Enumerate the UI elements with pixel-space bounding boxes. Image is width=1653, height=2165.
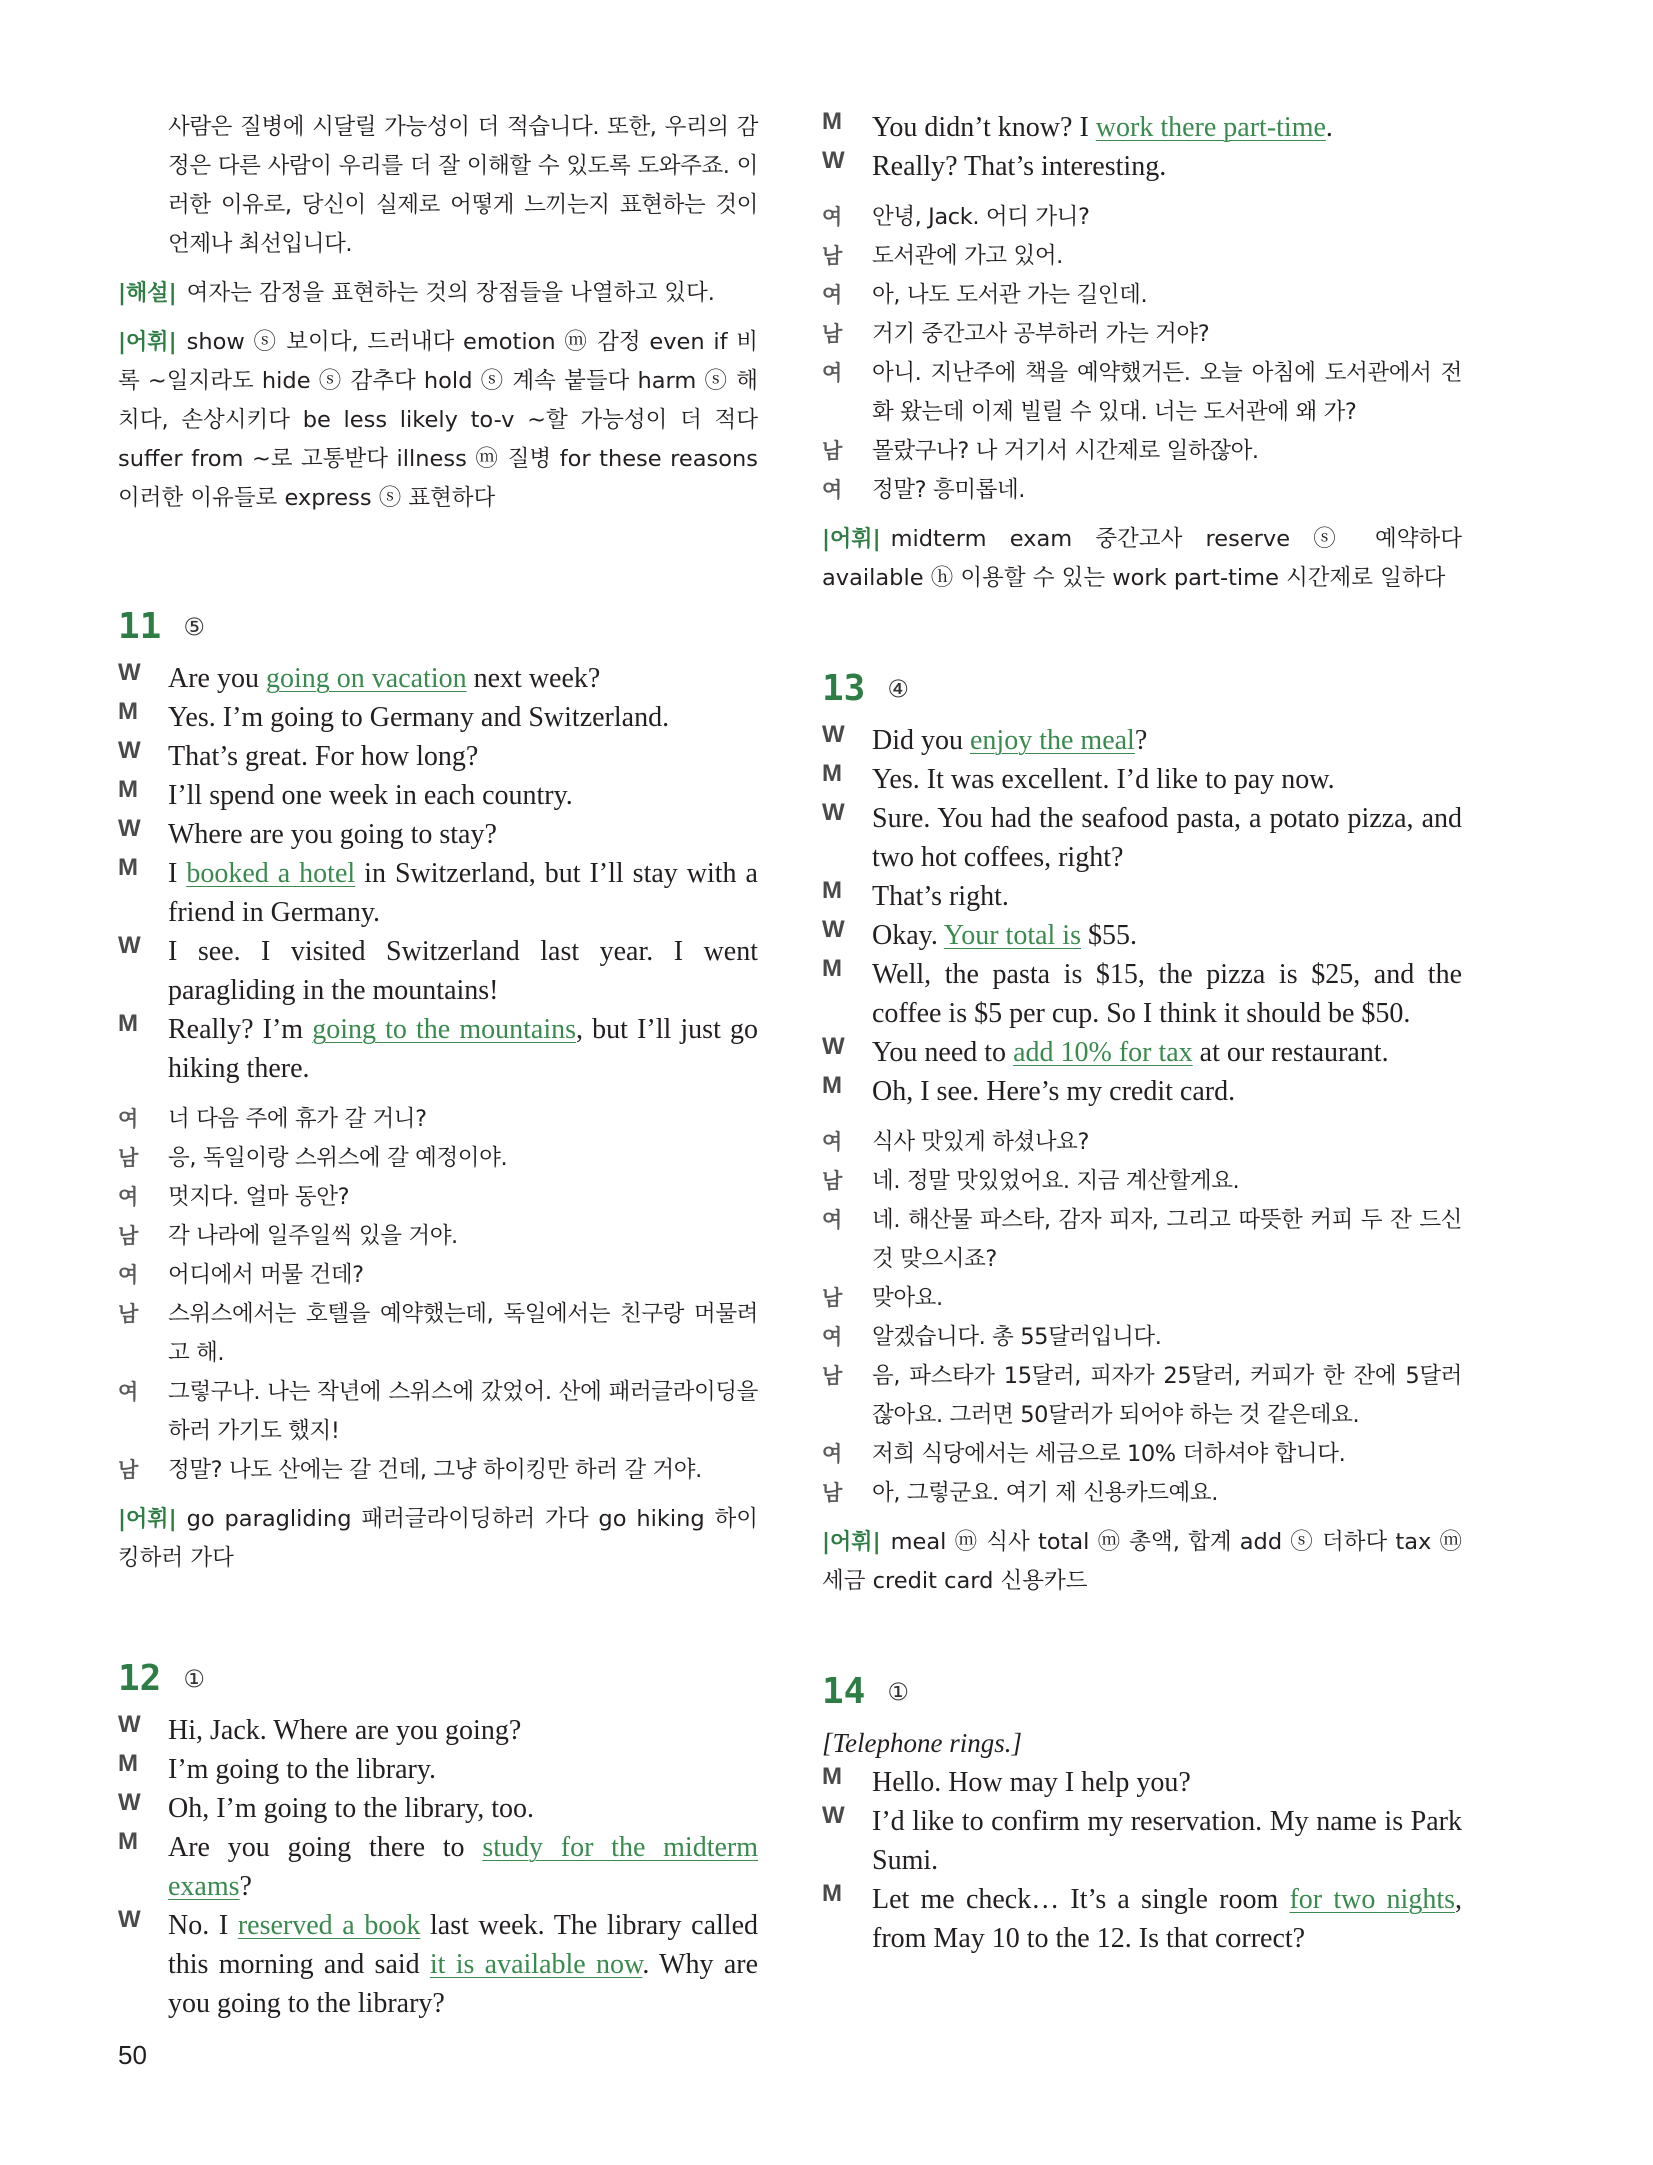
speaker: W [118,737,141,764]
translation-line: 여 어디에서 머물 건데? [118,1262,364,1288]
dialogue-line: W I see. I visited Switzerland last year. I went paragliding in the mountains! [118,932,758,1010]
dialogue-line: W That’s great. For how long? [118,737,758,776]
right-column [822,108,1462,1958]
dialogue-line: W No. I reserved a book last week. The library called this morning and said it is available now. Why are you going to the library? [118,1906,758,2023]
explanation-tag: |해설| [118,281,177,306]
explanation [118,274,758,313]
question-13-header [822,668,1462,709]
dialogue-line: M Yes. I’m going to Germany and Switzerland. [118,698,758,737]
q14-dialogue [822,1724,1462,1958]
q12-dialogue-continued [822,108,1462,186]
key-phrase: going to the mountains [312,1014,577,1045]
translation-line: 남 도서관에 가고 있어. [822,243,1063,269]
q13-vocab [822,1523,1462,1601]
vocab-text: midterm exam 중간고사 reserve ⓢ 예약하다 available ⓗ 이용할 수 있는 work part-time 시간제로 일하다 [822,526,1462,591]
q12-translation [822,198,1462,510]
question-answer: ① [183,1664,205,1693]
vocab-tag: |어휘| [822,527,881,552]
dialogue-line: W I’d like to confirm my reservation. My name is Park Sumi. [822,1802,1462,1880]
q11-dialogue [118,659,758,1088]
left-column [118,108,758,2023]
dialogue-line: M Let me check… It’s a single room for two nights, from May 10 to the 12. Is that correct? [822,1880,1462,1958]
key-phrase: enjoy the meal [970,725,1135,756]
translation-line: 남 스위스에서는 호텔을 예약했는데, 독일에서는 친구랑 머물려고 해. [118,1301,758,1366]
speaker: W [118,1789,141,1816]
q13-translation [822,1123,1462,1513]
question-14-header [822,1671,1462,1712]
dialogue-line: W Hi, Jack. Where are you going? [118,1711,758,1750]
translation-line: 여 안녕, Jack. 어디 가니? [822,204,1090,230]
speaker: W [118,1711,141,1738]
dialogue-line: M Hello. How may I help you? [822,1763,1462,1802]
speaker: W [118,815,141,842]
q12-vocab [822,520,1462,598]
question-12-header [118,1658,758,1699]
speaker: M [822,108,842,135]
dialogue-line: M That’s right. [822,877,1462,916]
question-number: 11 [118,606,162,647]
translation-line: 여 아니. 지난주에 책을 예약했거든. 오늘 아침에 도서관에서 전화 왔는데 이제 빌릴 수 있대. 너는 도서관에 왜 가? [822,360,1462,425]
speaker: W [822,1033,845,1060]
speaker: W [822,799,845,826]
vocab-text: show ⓢ 보이다, 드러내다 emotion ⓜ 감정 even if 비록 ~일지라도 hide ⓢ 감추다 hold ⓢ 계속 붙들다 harm ⓢ 해치다, 손상시키다 be less likely to-v ~할 가능성이 더 적다 suffer from ~로 고통받다 illness ⓜ 질병 for these reasons 이러한 이유들로 express ⓢ 표현하다 [118,329,758,511]
translation-line: 남 각 나라에 일주일씩 있을 거야. [118,1223,458,1249]
dialogue-line: W You need to add 10% for tax at our restaurant. [822,1033,1462,1072]
dialogue-line: M Oh, I see. Here’s my credit card. [822,1072,1462,1111]
translation-line: 여 저희 식당에서는 세금으로 10% 더하셔야 합니다. [822,1441,1346,1467]
speaker: M [822,1072,842,1099]
key-phrase: add 10% for tax [1013,1037,1193,1068]
vocab-block [118,323,758,518]
dialogue-line: W Really? That’s interesting. [822,147,1462,186]
explanation-text: 여자는 감정을 표현하는 것의 장점들을 나열하고 있다. [186,280,715,306]
dialogue-line: M I’ll spend one week in each country. [118,776,758,815]
speaker: M [118,1010,138,1037]
translation-line: 남 음, 파스타가 15달러, 피자가 25달러, 커피가 한 잔에 5달러잖아요. 그러면 50달러가 되어야 하는 것 같은데요. [822,1363,1462,1428]
vocab-text: go paragliding 패러글라이딩하러 가다 go hiking 하이킹하러 가다 [118,1506,758,1571]
page-number: 50 [118,2040,147,2070]
speaker: W [822,721,845,748]
key-phrase: going on vacation [265,663,467,694]
vocab-text: meal ⓜ 식사 total ⓜ 총액, 합계 add ⓢ 더하다 tax ⓜ 세금 credit card 신용카드 [822,1529,1462,1594]
key-phrase: Your total is [943,920,1081,951]
q12-dialogue [118,1711,758,2023]
translation-line: 여 알겠습니다. 총 55달러입니다. [822,1324,1162,1350]
stage-direction: [Telephone rings.] [822,1728,1023,1758]
translation-line: 여 아, 나도 도서관 가는 길인데. [822,282,1148,308]
speaker: W [118,932,141,959]
speaker: M [822,760,842,787]
dialogue-line: M Well, the pasta is $15, the pizza is $25, and the coffee is $5 per cup. So I think it should be $50. [822,955,1462,1033]
dialogue-line: M Really? I’m going to the mountains, but I’ll just go hiking there. [118,1010,758,1088]
dialogue-line: M I booked a hotel in Switzerland, but I’ll stay with a friend in Germany. [118,854,758,932]
translation-line: 남 맞아요. [822,1285,943,1311]
question-number: 13 [822,668,866,709]
key-phrase: booked a hotel [186,858,356,889]
translation-line: 남 네. 정말 맛있었어요. 지금 계산할게요. [822,1168,1240,1194]
dialogue-line: W Are you going on vacation next week? [118,659,758,698]
translation-line: 남 정말? 나도 산에는 갈 건데, 그냥 하이킹만 하러 갈 거야. [118,1457,702,1483]
translation-line: 여 네. 해산물 파스타, 감자 피자, 그리고 따뜻한 커피 두 잔 드신 것 맞으시죠? [822,1207,1462,1272]
q11-vocab [118,1500,758,1578]
question-number: 14 [822,1671,866,1712]
speaker: M [118,698,138,725]
key-phrase: reserved a book [237,1910,421,1941]
dialogue-line: M You didn’t know? I work there part-time. [822,108,1462,147]
key-phrase: for two nights [1289,1884,1455,1915]
translation-line: 여 식사 맛있게 하셨나요? [822,1129,1090,1155]
translation-line: 남 거기 중간고사 공부하러 가는 거야? [822,321,1210,347]
speaker: W [118,659,141,686]
speaker: M [822,955,842,982]
question-answer: ① [887,1677,909,1706]
dialogue-line: M Are you going there to study for the midterm exams? [118,1828,758,1906]
key-phrase: work there part-time [1095,112,1326,143]
speaker: W [822,147,845,174]
key-phrase: it is available now [429,1949,643,1980]
translation-line: 여 멋지다. 얼마 동안? [118,1184,350,1210]
question-number: 12 [118,1658,162,1699]
dialogue-line: W Where are you going to stay? [118,815,758,854]
dialogue-line: W Oh, I’m going to the library, too. [118,1789,758,1828]
speaker: M [118,776,138,803]
speaker: M [822,877,842,904]
speaker: M [118,854,138,881]
q13-dialogue [822,721,1462,1111]
translation-line: 여 그렇구나. 나는 작년에 스위스에 갔었어. 산에 패러글라이딩을 하러 가기도 했지! [118,1379,758,1444]
speaker: M [118,1828,138,1855]
speaker: M [822,1763,842,1790]
question-answer: ⑤ [183,612,205,641]
translation-line: 여 너 다음 주에 휴가 갈 거니? [118,1106,427,1132]
speaker: W [822,1802,845,1829]
intro-translation: 사람은 질병에 시달릴 가능성이 더 적습니다. 또한, 우리의 감정은 다른 사람이 우리를 더 잘 이해할 수 있도록 도와주죠. 이러한 이유로, 당신이 실제로 어떻게 느끼는지 표현하는 것이 언제나 최선입니다. [168,114,758,257]
speaker: M [118,1750,138,1777]
translation-line: 남 몰랐구나? 나 거기서 시간제로 일하잖아. [822,438,1259,464]
translation-line: 남 아, 그렇군요. 여기 제 신용카드예요. [822,1480,1218,1506]
dialogue-line: M I’m going to the library. [118,1750,758,1789]
dialogue-line: W Did you enjoy the meal? [822,721,1462,760]
key-phrase: study for the midterm exams [168,1832,758,1902]
question-answer: ④ [887,674,909,703]
dialogue-line: W Okay. Your total is $55. [822,916,1462,955]
speaker: W [822,916,845,943]
vocab-tag: |어휘| [822,1530,881,1555]
speaker: M [822,1880,842,1907]
speaker: W [118,1906,141,1933]
vocab-tag: |어휘| [118,1507,177,1532]
dialogue-line: W Sure. You had the seafood pasta, a potato pizza, and two hot coffees, right? [822,799,1462,877]
dialogue-line: M Yes. It was excellent. I’d like to pay now. [822,760,1462,799]
vocab-tag: |어휘| [118,330,177,355]
q11-translation [118,1100,758,1490]
translation-line: 남 응, 독일이랑 스위스에 갈 예정이야. [118,1145,508,1171]
question-11-header [118,606,758,647]
translation-line: 여 정말? 흥미롭네. [822,477,1026,503]
